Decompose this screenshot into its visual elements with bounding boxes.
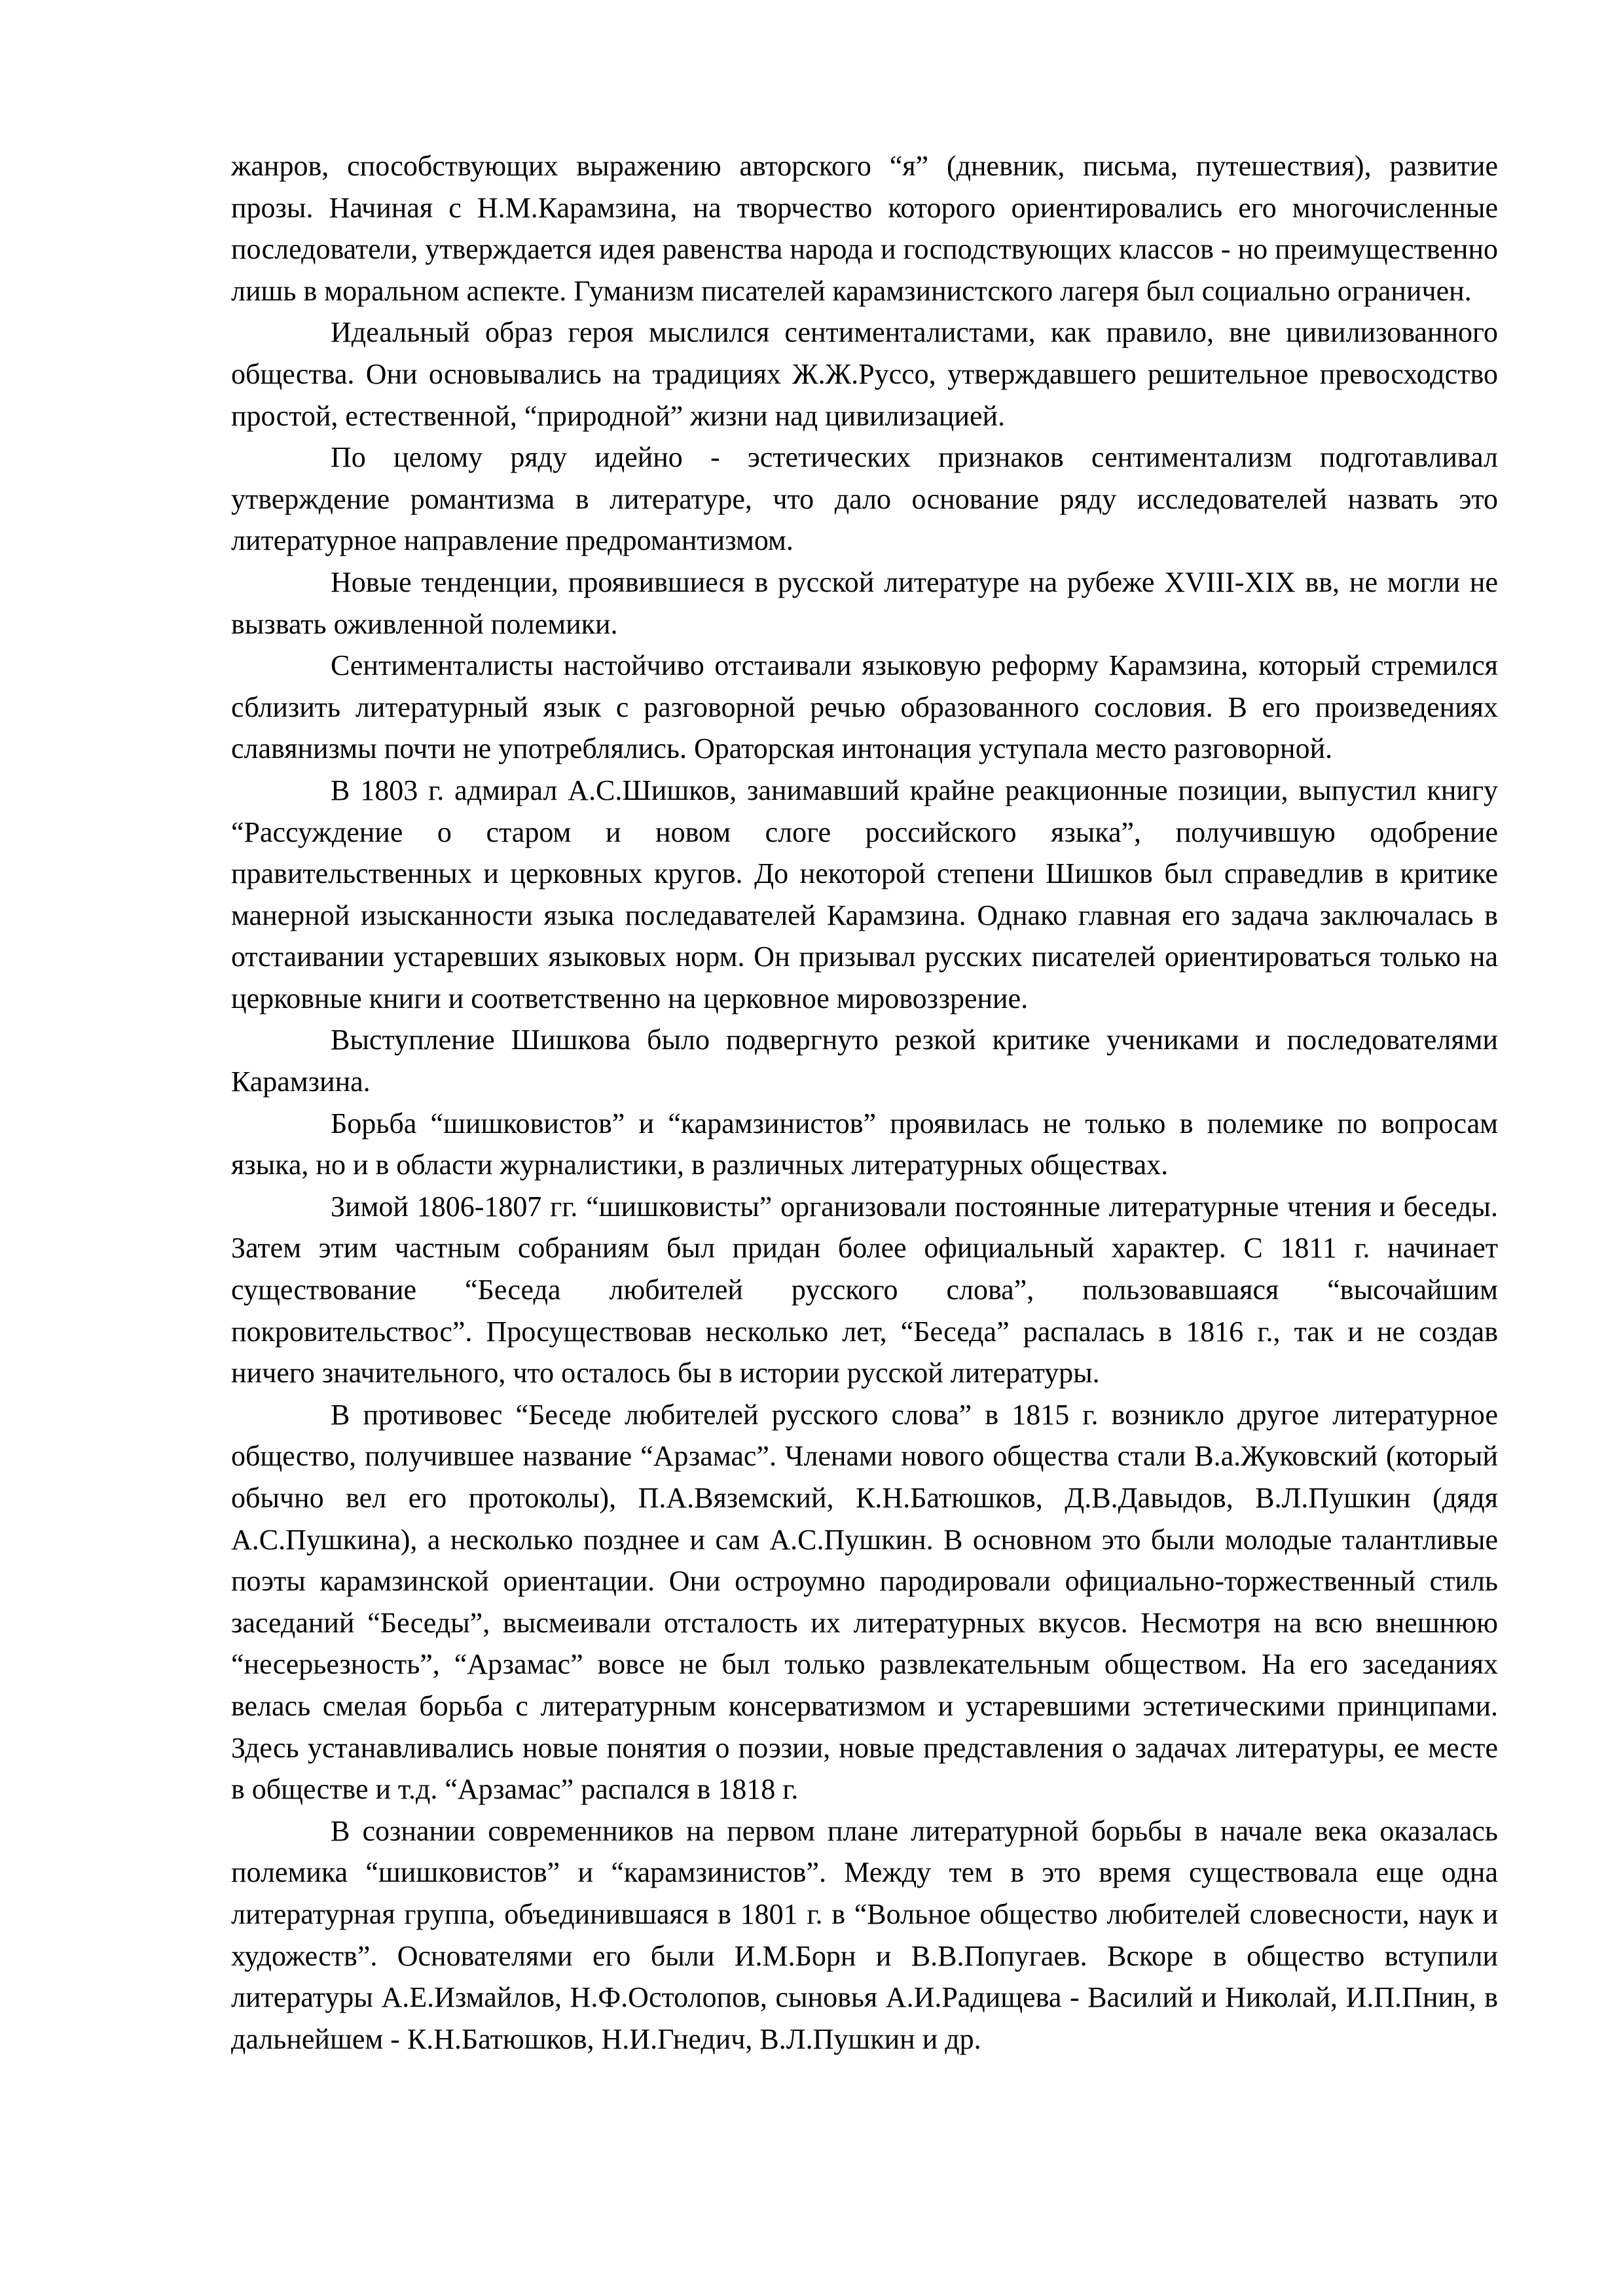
paragraph-free-society: В сознании современников на первом плане литературной борьбы в начале века оказалась полемика “шишковистов” и “карамзинистов”. Между тем в это время существовала еще одна литературная группа, объединившаяся в 1801 г. в “Вольное общество любителей словесности, наук и художеств”. Основателями его были И.М.Борн и В.В.Попугаев. Вскоре в общество вступили литературы А.Е.Измайлов, Н.Ф.Остолопов, сыновья А.И.Радищева - Василий и Николай, И.П.Пнин, в дальнейшем - К.Н.Батюшков, Н.И.Гнедич, В.Л.Пушкин и др. — [231, 1814, 1498, 2055]
paragraph-shishkov-1803: В 1803 г. адмирал А.С.Шишков, занимавший крайне реакционные позиции, выпустил книгу “Рассуждение о старом и новом слоге российского языка”, получившую одобрение правительственных и церковных кругов. До некоторой степени Шишков был справедлив в критике манерной изысканности языка последавателей Карамзина. Однако главная его задача заключалась в отстаивании устаревших языковых норм. Он призывал русских писателей ориентироваться только на церковные книги и соответственно на церковное мировоззрение. — [231, 774, 1498, 1014]
paragraph-language-reform: Сентименталисты настойчиво отстаивали языковую реформу Карамзина, который стремился сблизить литературный язык с разговорной речью образованного сословия. В его произведениях славянизмы почти не употреблялись. Ораторская интонация уступала место разговорной. — [231, 649, 1498, 765]
paragraph-arzamas: В противовес “Беседе любителей русского слова” в 1815 г. возникло другое литературное общество, получившее название “Арзамас”. Членами нового общества стали В.а.Жуковский (который обычно вел его протоколы), П.А.Вяземский, К.Н.Батюшков, Д.В.Давыдов, В.Л.Пушкин (дядя А.С.Пушкина), а несколько позднее и сам А.С.Пушкин. В основном это были молодые талантливые поэты карамзинской ориентации. Они остроумно пародировали официально-торжественный стиль заседаний “Беседы”, высмеивали отсталость их литературных вкусов. Несмотря на всю внешнюю “несерьезность”, “Арзамас” вовсе не был только развлекательным обществом. На его заседаниях велась смелая борьба с литературным консерватизмом и устаревшими эстетическими принципами. Здесь устанавливались новые понятия о поэзии, новые представления о задачах литературы, ее месте в обществе и т.д. “Арзамас” распался в 1818 г. — [231, 1398, 1498, 1806]
paragraph-beseda: Зимой 1806-1807 гг. “шишковисты” организовали постоянные литературные чтения и беседы. Затем этим частным собраниям был придан более официальный характер. С 1811 г. начинает существование “Беседа любителей русского слова”, пользовавшаяся “высочайшим покровительствос”. Просуществовав несколько лет, “Беседа” распалась в 1816 г., так и не создав ничего значительного, что осталось бы в истории русской литературы. — [231, 1190, 1498, 1390]
paragraph-continuation: жанров, способствующих выражению авторского “я” (дневник, письма, путешествия), развитие прозы. Начиная с Н.М.Карамзина, на творчество которого ориентировались его многочисленные последователи, утверждается идея равенства народа и господствующих классов - но преимущественно лишь в моральном аспекте. Гуманизм писателей карамзинистского лагеря был социально ограничен. — [231, 150, 1498, 307]
paragraph-new-tendencies: Новые тенденции, проявившиеся в русской литературе на рубеже XVIII-XIX вв, не могли не вызвать оживленной полемики. — [231, 565, 1498, 640]
paragraph-shishkov-criticism: Выступление Шишкова было подвергнуто резкой критике учениками и последователями Карамзина. — [231, 1024, 1498, 1098]
paragraph-ideal-hero: Идеальный образ героя мыслился сентименталистами, как правило, вне цивилизованного общества. Они основывались на традициях Ж.Ж.Руссо, утверждавшего решительное превосходство простой, естественной, “природной” жизни над цивилизацией. — [231, 316, 1498, 432]
paragraph-preromanticism: По целому ряду идейно - эстетических признаков сентиментализм подготавливал утверждение романтизма в литературе, что дало основание ряду исследователей назвать это литературное направление предромантизмом. — [231, 441, 1498, 557]
paragraph-struggle: Борьба “шишковистов” и “карамзинистов” проявилась не только в полемике по вопросам языка, но и в области журналистики, в различных литературных обществах. — [231, 1107, 1498, 1181]
document-page — [231, 145, 1498, 2060]
